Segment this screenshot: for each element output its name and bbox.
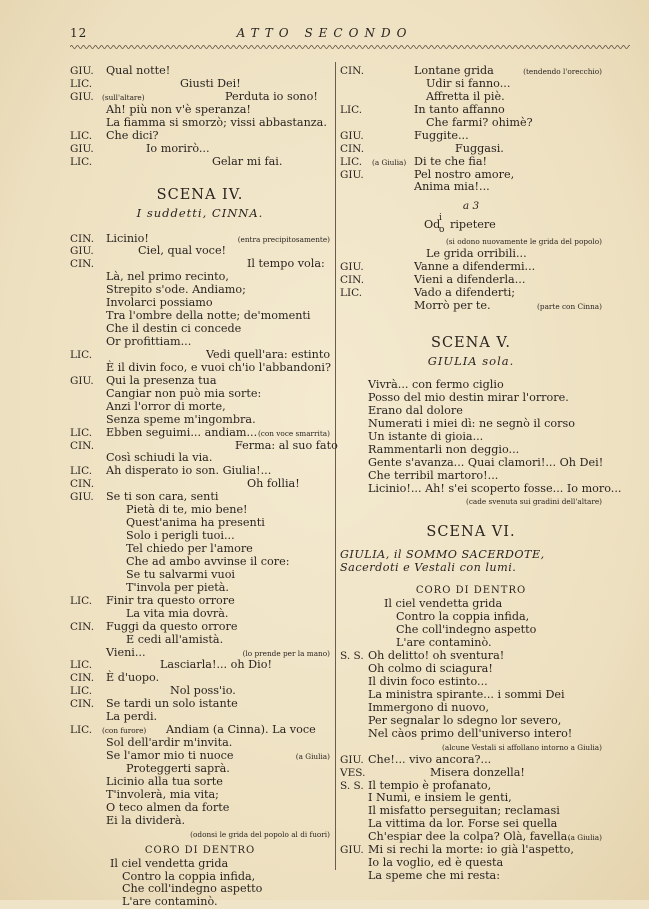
verse-text: Se tardi un solo istante	[106, 697, 238, 711]
dialogue-line	[70, 336, 330, 349]
trio-od-o: o	[439, 225, 445, 236]
dialogue-line	[340, 117, 602, 130]
chorus-title: CORO DI DENTRO	[144, 844, 256, 856]
verse-text: Affretta il piè.	[426, 89, 505, 103]
speaker-label: S. S.	[340, 650, 364, 663]
verse-line	[340, 392, 602, 405]
scene-4-cast: I suddetti, CINNA.	[136, 205, 264, 220]
verse-text: Erano dal dolore	[368, 403, 463, 417]
verse-text: Andiam (a Cinna). La voce	[166, 723, 316, 737]
dialogue-line	[340, 741, 602, 754]
scene-6-cast: GIULIA, il SOMMO SACERDOTE, Sacerdoti e Vestali con lumi.	[340, 548, 545, 575]
speaker-label: GIU.	[340, 168, 364, 181]
verse-text: Che dici?	[106, 128, 159, 142]
dialogue-line	[70, 104, 330, 117]
verse-text: Licinio!	[106, 231, 149, 245]
speaker-label: LIC.	[70, 129, 93, 142]
verse-text: Nel càos primo dell'universo intero!	[368, 726, 573, 740]
dialogue-line	[340, 689, 602, 702]
dialogue-line	[70, 414, 330, 427]
verse-text: Tel chiedo per l'amore	[126, 542, 253, 555]
dialogue-block-top	[70, 65, 330, 169]
verse-text: Misera donzella!	[430, 765, 525, 779]
dialogue-line	[340, 702, 602, 715]
dialogue-line	[70, 828, 330, 841]
speaker-label: GIU.	[340, 753, 364, 766]
right-column	[340, 64, 622, 883]
dialogue-line	[340, 676, 602, 689]
speaker-label: LIC.	[340, 103, 363, 116]
chorus-title-right: CORO DI DENTRO	[415, 585, 527, 597]
verse-text: Se ti son cara, senti	[106, 490, 219, 504]
verse-text: Contro la coppia infida,	[396, 610, 530, 624]
dialogue-block-scene-4	[70, 231, 338, 841]
speaker-label: CIN.	[70, 698, 95, 711]
verse-text: Qual notte!	[106, 64, 171, 77]
dialogue-line	[340, 91, 602, 104]
verse-text: Posso del mio destin mirar l'orrore.	[368, 390, 569, 404]
dialogue-line	[70, 91, 330, 104]
speaker-label: GIU.	[340, 844, 364, 857]
dialogue-line	[70, 65, 330, 78]
verse-text: Or profittiam...	[106, 335, 192, 348]
speaker-label: CIN.	[70, 620, 95, 633]
dialogue-line	[340, 181, 602, 194]
stage-direction-inline: (con furore)	[102, 726, 147, 736]
dialogue-line	[70, 143, 330, 156]
scene-6-title: SCENA VI.	[426, 524, 516, 541]
chorus-lines-right	[340, 598, 602, 650]
verse-text: Vieni a difenderla...	[414, 273, 526, 287]
speaker-label: GIU.	[70, 245, 94, 258]
trio-ripetere: ripetere	[450, 218, 496, 232]
verse-text: Ei la dividerà.	[106, 813, 186, 827]
verse-text: Fuggi da questo orrore	[106, 619, 238, 633]
trio-od: Od	[424, 218, 441, 232]
header-ornament	[70, 44, 630, 50]
verse-text: Proteggerti saprà.	[126, 761, 230, 775]
speaker-label: CIN.	[340, 274, 365, 287]
stage-direction: (con voce smarrita)	[257, 428, 330, 438]
verse-text: La fiamma si smorzò; vissi abbastanza.	[106, 115, 327, 129]
a-tre-marker: a 3	[462, 200, 480, 213]
speaker-label: CIN.	[70, 672, 95, 685]
verse-text: Che farmi? ohimè?	[426, 115, 533, 129]
verse-text: Vivrà... con fermo ciglio	[368, 378, 504, 391]
verse-text: Perduta io sono!	[225, 89, 318, 103]
dialogue-line	[340, 130, 602, 143]
verse-text: Sol dell'ardir m'invita.	[106, 736, 233, 750]
dialogue-block-after-trio	[340, 248, 602, 313]
stage-direction: (odonsi le grida del popolo al di fuori)	[190, 829, 330, 839]
verse-line	[70, 858, 330, 871]
verse-text: Gente s'avanza... Quai clamori!... Oh Dei!	[368, 455, 604, 469]
verse-text: L'are contaminò.	[396, 636, 492, 650]
dialogue-line	[70, 763, 330, 776]
dialogue-line	[340, 870, 602, 883]
speaker-label: CIN.	[70, 439, 95, 452]
dialogue-line	[70, 543, 330, 556]
dialogue-block-scene-6	[340, 650, 602, 883]
speaker-label: LIC.	[340, 287, 363, 300]
speaker-label: VES.	[340, 766, 366, 779]
verse-text: Involarci possiamo	[106, 296, 213, 310]
column-divider	[335, 62, 336, 870]
verse-text: Senza speme m'ingombra.	[106, 412, 256, 426]
dialogue-line	[70, 427, 330, 440]
verse-line	[340, 418, 602, 431]
verse-text: Pietà di te, mio bene!	[126, 503, 248, 517]
verse-text: Mi si rechi la morte: io già l'aspetto,	[368, 843, 574, 857]
verse-text: La ministra spirante... i sommi Dei	[368, 687, 565, 701]
dialogue-line	[340, 300, 602, 313]
verse-text: Lontane grida	[414, 64, 494, 77]
dialogue-line	[70, 130, 330, 143]
verse-text: La vittima da lor. Forse sei quella	[368, 817, 558, 831]
speaker-label: CIN.	[340, 65, 365, 77]
speaker-label: GIU.	[340, 129, 364, 142]
dialogue-line	[70, 634, 330, 647]
verse-text: Oh delitto! oh sventura!	[368, 649, 505, 663]
dialogue-line	[70, 401, 330, 414]
verse-text: Così schiudi la via.	[106, 451, 213, 465]
verse-text: Strepito s'ode. Andiamo;	[106, 283, 246, 297]
verse-text: Nol poss'io.	[170, 684, 236, 698]
verse-text: Che terribil martoro!...	[368, 468, 499, 482]
verse-text: Giusti Dei!	[180, 76, 241, 90]
stage-direction: (entra precipitosamente)	[237, 234, 330, 244]
dialogue-line	[340, 65, 602, 78]
verse-text: Il tempo vola:	[247, 257, 325, 271]
speaker-label: S. S.	[340, 779, 364, 792]
dialogue-line	[70, 362, 330, 375]
verse-text: Tra l'ombre della notte; de'momenti	[106, 309, 311, 323]
verse-text: Il ciel vendetta grida	[384, 597, 503, 611]
verse-text: Io la voglio, ed è questa	[368, 856, 504, 870]
verse-text: Il misfatto perseguitan; reclamasi	[368, 804, 560, 818]
verse-text: L'are contaminò.	[122, 895, 218, 909]
dialogue-line	[70, 815, 330, 828]
dialogue-line	[70, 78, 330, 91]
verse-text: La speme che mi resta:	[368, 869, 500, 883]
verse-text: Ferma: al suo fato	[235, 438, 338, 452]
verse-text: Rammentarli non deggio...	[368, 442, 520, 456]
verse-text: Il ciel vendetta grida	[110, 856, 229, 870]
scene-5-title: SCENA V.	[431, 335, 511, 351]
dialogue-line	[70, 776, 330, 789]
speaker-label: GIU.	[70, 142, 94, 155]
verse-text: Immergono di nuovo,	[368, 700, 490, 714]
verse-text: Se l'amor mio ti nuoce	[106, 749, 234, 762]
dialogue-line	[70, 750, 330, 763]
left-column	[70, 64, 338, 909]
speaker-label: GIU.	[70, 491, 94, 504]
verse-text: Se tu salvarmi vuoi	[126, 567, 236, 581]
dialogue-line	[70, 556, 330, 569]
dialogue-line	[70, 569, 330, 582]
verse-text: Che ad ambo avvinse il core:	[126, 554, 290, 568]
verse-text: Oh colmo di sciagura!	[368, 662, 493, 676]
verse-text: Quest'anima ha presenti	[126, 516, 265, 530]
verse-text: I Numi, e insiem le genti,	[368, 791, 512, 805]
scene-5-cast: GIULIA sola.	[427, 354, 515, 368]
verse-line	[340, 444, 602, 457]
verse-text: Lasciarla!... oh Dio!	[160, 658, 272, 672]
verse-line	[340, 457, 602, 470]
stage-direction: (a Giulia)	[295, 752, 330, 761]
verse-line	[70, 896, 330, 909]
dialogue-line	[340, 767, 602, 780]
dialogue-line	[340, 156, 602, 169]
stage-direction: (tendendo l'orecchio)	[523, 67, 602, 76]
page-number: 12	[70, 26, 88, 40]
verse-text: Ch'espiar dee la colpa? Olà, favella.	[368, 830, 571, 844]
speaker-label: LIC.	[340, 155, 363, 168]
dialogue-line	[70, 117, 330, 130]
verse-text: Io morirò...	[146, 141, 210, 155]
verse-text: E cedi all'amistà.	[126, 632, 224, 646]
speaker-label: CIN.	[70, 258, 95, 271]
verse-text: Che coll'indegno aspetto	[122, 882, 263, 896]
speaker-label: LIC.	[70, 685, 93, 698]
verse-text: Là, nel primo recinto,	[106, 270, 229, 284]
verse-text: Numerati i miei dì: ne segnò il corso	[368, 416, 575, 430]
verse-text: Gelar mi fai.	[212, 154, 283, 168]
speaker-label: LIC.	[70, 348, 93, 361]
stage-direction: (lo prende per la mano)	[242, 648, 330, 658]
speaker-label: CIN.	[340, 142, 365, 155]
dialogue-line	[70, 582, 330, 595]
chorus-lines	[70, 858, 330, 909]
speaker-label: GIU.	[70, 90, 94, 103]
trio-od-i: i	[439, 213, 442, 224]
verse-text: Le grida orribili...	[426, 247, 527, 261]
verse-line	[340, 481, 622, 496]
speaker-label: GIU.	[70, 65, 94, 77]
verse-text: Vieni...	[106, 645, 146, 659]
verse-text: Un istante di gioia...	[368, 429, 484, 443]
speaker-label: CIN.	[70, 232, 95, 245]
verse-text: Licinio alla tua sorte	[106, 774, 223, 788]
verse-text: T'involerà, mia vita;	[106, 787, 219, 801]
dialogue-line	[70, 349, 330, 362]
verse-text: È d'uopo.	[106, 671, 160, 685]
verse-text: Solo i perigli tuoi...	[126, 529, 235, 543]
verse-text: Per segnalar lo sdegno lor severo,	[368, 713, 562, 727]
stage-direction: (alcune Vestali si affollano intorno a Giulia)	[442, 742, 602, 752]
running-title: ATTO SECONDO	[236, 26, 413, 40]
scene-4-title: SCENA IV.	[156, 186, 244, 203]
verse-text: Pel nostro amore,	[414, 167, 515, 181]
dialogue-line	[70, 608, 330, 621]
verse-text: Anzi l'orror di morte,	[106, 399, 226, 413]
dialogue-line	[70, 802, 330, 815]
verse-text: Cangiar non può mia sorte:	[106, 386, 262, 400]
verse-text: Qui la presenza tua	[106, 373, 217, 387]
verse-text: Ah! più non v'è speranza!	[106, 102, 251, 116]
verse-text: È il divin foco, e vuoi ch'io l'abbandoni?	[106, 360, 332, 374]
verse-text: La vita mia dovrà.	[126, 606, 229, 620]
verse-line	[340, 431, 602, 444]
verse-text: Oh follia!	[247, 477, 300, 491]
speaker-label: GIU.	[70, 374, 94, 387]
speaker-label: LIC.	[70, 426, 93, 439]
verse-text: Udir si fanno...	[426, 76, 511, 90]
verse-line	[340, 379, 602, 392]
speaker-label: LIC.	[70, 594, 93, 607]
stage-direction: (parte con Cinna)	[537, 302, 602, 312]
speaker-label: LIC.	[70, 77, 93, 90]
verse-text: Fuggite...	[414, 128, 469, 142]
speaker-label: LIC.	[70, 659, 93, 672]
verse-text: Anima mia!...	[414, 180, 490, 194]
dialogue-line	[70, 595, 330, 608]
verse-text: In tanto affanno	[414, 102, 505, 116]
dialogue-line	[340, 78, 602, 91]
verse-text: Contro la coppia infida,	[122, 869, 256, 883]
verse-text: Finir tra questo orrore	[106, 593, 235, 607]
dialogue-line	[340, 143, 602, 156]
speaker-label: LIC.	[70, 155, 93, 168]
speaker-label: CIN.	[70, 478, 95, 491]
trio-line	[340, 213, 602, 235]
dialogue-block-top-right	[340, 65, 602, 194]
stage-direction: (a Giulia)	[567, 833, 602, 843]
verse-text: Ciel, qual voce!	[138, 244, 227, 258]
dialogue-line	[340, 104, 602, 117]
dialogue-line	[340, 754, 602, 767]
stage-direction-line	[340, 495, 602, 508]
verse-text: Di te che fia!	[414, 154, 488, 168]
verse-text: Che!... vivo ancora?...	[368, 752, 492, 766]
verse-text: Licinio!... Ah! s'ei scoperto fosse... Io moro...	[368, 481, 622, 495]
verse-text: La perdi.	[106, 710, 158, 724]
stage-direction-inline: (a Giulia)	[372, 157, 407, 167]
stage-direction-inline: (sull'altare)	[102, 92, 145, 102]
stage-direction: (cade svenuta sui gradini dell'altare)	[465, 497, 602, 507]
dialogue-line	[70, 621, 330, 634]
verse-text: Vado a difenderti;	[414, 286, 516, 300]
verse-text: Che coll'indegno aspetto	[396, 623, 537, 637]
verse-text: Fuggasi.	[455, 141, 504, 155]
dialogue-line	[340, 715, 602, 728]
verse-line	[340, 470, 602, 483]
monologue	[340, 378, 622, 495]
stage-direction: (si odono nuovamente le grida del popolo)	[445, 237, 602, 247]
verse-text: Il divin foco estinto...	[368, 675, 488, 688]
dialogue-line	[70, 156, 330, 169]
verse-text: Morrò per te.	[414, 299, 491, 313]
verse-line	[340, 405, 602, 418]
verse-text: Vedi quell'ara: estinto	[206, 347, 331, 361]
speaker-label: LIC.	[70, 724, 93, 737]
verse-text: T'invola per pietà.	[126, 580, 229, 594]
verse-text: O teco almen da forte	[106, 800, 230, 814]
speaker-label: GIU.	[340, 261, 364, 274]
speaker-label: LIC.	[70, 465, 93, 478]
dialogue-line	[70, 375, 330, 388]
verse-text: Ebben seguimi... andiam...	[106, 425, 258, 439]
dialogue-line	[340, 728, 602, 741]
verse-text: Il tempio è profanato,	[368, 778, 492, 792]
verse-text: Vanne a difendermi...	[414, 260, 536, 274]
dialogue-line	[70, 789, 330, 802]
dialogue-line	[70, 388, 330, 401]
verse-text: Che il destin ci concede	[106, 322, 242, 336]
verse-text: Ah disperato io son. Giulia!...	[106, 464, 272, 478]
